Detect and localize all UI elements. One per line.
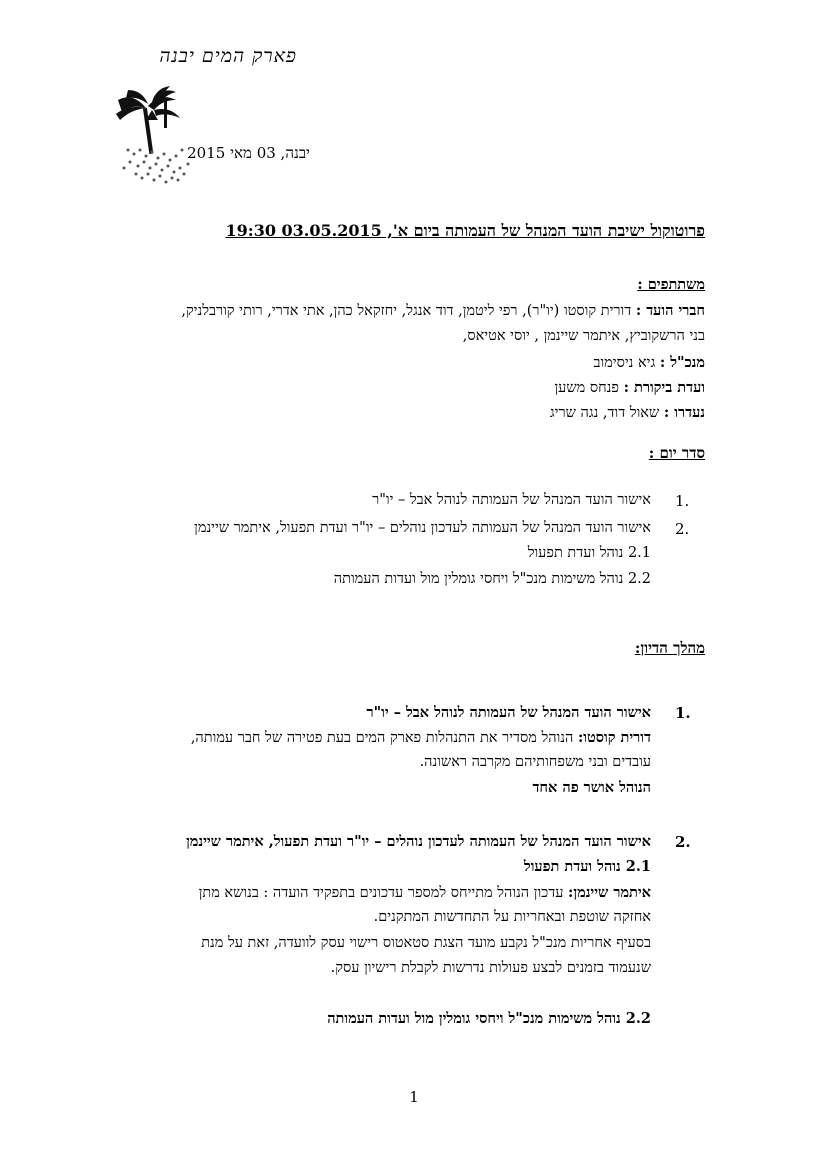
agenda-item-text: אישור הועד המנהל של העמותה לעדכון נוהלים – יו"ר ועדת תפעול, איתמר שיינמן — [194, 520, 651, 536]
discussion-item-number: 1. — [675, 704, 691, 722]
agenda-heading: סדר יום : — [648, 444, 705, 462]
audit-committee-line — [554, 379, 705, 397]
agenda-subitem: 2.1 נוהל ועדת תפעול — [527, 545, 651, 561]
discussion-item-title: אישור הועד המנהל של העמותה לנוהל אבל – יו"ר — [366, 704, 651, 721]
discussion-heading: מהלך הדיון: — [634, 639, 705, 657]
agenda-item-number: 2. — [675, 520, 690, 538]
audit-label: ועדת ביקורת : — [623, 379, 705, 396]
discussion-text: עדכון הנוהל מתייחס למספר עדכונים בתפקיד הועדה : בנושא מתן — [198, 885, 564, 901]
discussion-text: שנעמוד בזמנים לבצע פעולות נדרשות לקבלת רישיון עסק. — [330, 960, 651, 976]
board-members-list: דורית קוסטו (יו"ר), רפי ליטמן, דוד אנגל, יחזקאל כהן, אתי אדרי, רותי קורבלניק, — [181, 303, 632, 319]
audit-name: פנחס משען — [554, 380, 619, 396]
board-label: חברי הועד : — [635, 302, 705, 319]
discussion-subitem: 2.2 נוהל משימות מנכ"ל ויחסי גומלין מול ועדות העמותה — [327, 1010, 651, 1027]
agenda-subitem: 2.2 נוהל משימות מנכ"ל ויחסי גומלין מול ועדות העמותה — [333, 571, 651, 587]
organization-name: פארק המים יבנה — [159, 45, 297, 67]
discussion-subitem: 2.1 נוהל ועדת תפעול — [523, 858, 651, 875]
absent-line — [550, 404, 705, 422]
palm-logo-image — [108, 80, 198, 190]
protocol-title: פרוטוקול ישיבת הועד המנהל של העמותה ביום א', 03.05.2015 19:30 — [225, 221, 705, 240]
page-number: 1 — [409, 1088, 419, 1106]
board-members-line — [181, 302, 705, 320]
agenda-item-text: אישור הועד המנהל של העמותה לנוהל אבל – יו"ר — [372, 492, 651, 508]
resolution-text: הנוהל אושר פה אחד — [532, 779, 651, 796]
discussion-text: עובדים ובני משפחותיהם מקרבה ראשונה. — [419, 754, 651, 770]
discussion-text: אחזקה שוטפת ובאחריות על התחדשות המתקנים. — [373, 909, 651, 925]
discussion-text: הנוהל מסדיר את התנהלות פארק המים בעת פטירה של חבר עמותה, — [190, 730, 574, 746]
discussion-item2-line1 — [199, 884, 651, 902]
board-members-continued: בני הרשקוביץ, איתמר שיינמן , יוסי אטיאס, — [462, 328, 705, 344]
absent-names: שאול דוד, נגה שריג — [549, 405, 660, 421]
manager-label: מנכ"ל : — [659, 354, 705, 371]
discussion-item-number: 2. — [675, 833, 691, 851]
discussion-item-title: אישור הועד המנהל של העמותה לעדכון נוהלים – יו"ר ועדת תפעול, איתמר שיינמן — [186, 833, 651, 850]
agenda-item-number: 1. — [675, 492, 690, 510]
absent-label: נעדרו : — [663, 404, 705, 421]
date-line: יבנה, 03 מאי 2015 — [187, 144, 310, 162]
speaker-name: איתמר שיינמן: — [568, 884, 651, 901]
manager-line — [593, 354, 705, 372]
discussion-text: בסעיף אחריות מנכ"ל נקבע מועד הצגת סטאטוס רישוי עסק לוועדה, זאת על מנת — [201, 935, 651, 951]
participants-heading: משתתפים : — [637, 276, 705, 293]
manager-name: גיא ניסימוב — [593, 355, 656, 371]
speaker-name: דורית קוסטו: — [577, 729, 651, 746]
discussion-item1-line1 — [191, 729, 651, 747]
